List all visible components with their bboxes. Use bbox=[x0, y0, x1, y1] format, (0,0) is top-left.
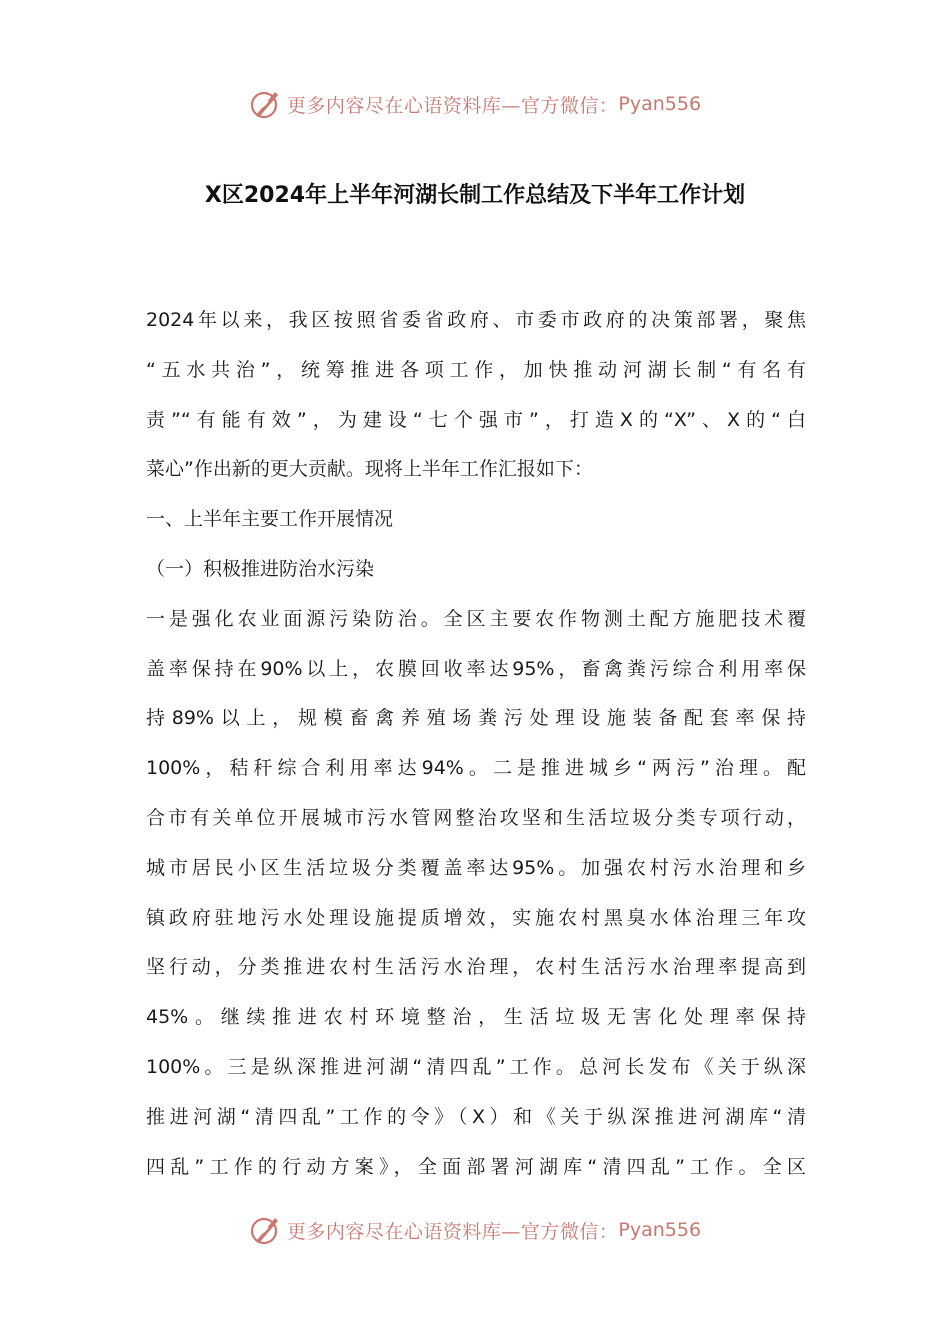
body-line: 坚行动，分类推进农村生活污水治理，农村生活污水治理率提高到 bbox=[146, 956, 806, 979]
subsection-heading: （一）积极推进防治水污染 bbox=[146, 557, 375, 580]
watermark-banner-top bbox=[0, 86, 950, 122]
quill-pen-circle-icon bbox=[249, 1213, 283, 1247]
body-line: “五水共治”，统筹推进各项工作，加快推动河湖长制“有名有 bbox=[146, 358, 806, 381]
watermark-contact: Pyan556 bbox=[618, 1219, 702, 1241]
watermark-contact: Pyan556 bbox=[618, 93, 702, 115]
watermark-text: 更多内容尽在心语资料库—官方微信： bbox=[286, 1220, 619, 1243]
body-line: 推进河湖“清四乱”工作的令》（X）和《关于纵深推进河湖库“清 bbox=[146, 1105, 806, 1128]
section-heading: 一、上半年主要工作开展情况 bbox=[146, 508, 394, 531]
body-line: 盖率保持在90%以上，农膜回收率达95%，畜禽粪污综合利用率保 bbox=[146, 657, 806, 680]
body-line: 责”“有能有效”，为建设“七个强市”，打造X的“X”、X的“白 bbox=[146, 408, 806, 431]
body-line: 2024年以来，我区按照省委省政府、市委市政府的决策部署，聚焦 bbox=[146, 309, 806, 331]
watermark-banner-bottom bbox=[0, 1212, 950, 1248]
document-body bbox=[146, 296, 806, 1192]
body-line: 城市居民小区生活垃圾分类覆盖率达95%。加强农村污水治理和乡 bbox=[146, 856, 806, 879]
body-line: 100%，秸秆综合利用率达94%。二是推进城乡“两污”治理。配 bbox=[146, 757, 806, 780]
body-line: 45%。继续推进农村环境整治，生活垃圾无害化处理率保持 bbox=[146, 1006, 806, 1029]
body-line: 合市有关单位开展城市污水管网整治攻坚和生活垃圾分类专项行动， bbox=[146, 806, 806, 829]
body-line: 镇政府驻地污水处理设施提质增效，实施农村黑臭水体治理三年攻 bbox=[146, 906, 806, 929]
body-line: 100%。三是纵深推进河湖“清四乱”工作。总河长发布《关于纵深 bbox=[146, 1055, 806, 1078]
body-line: 持89%以上，规模畜禽养殖场粪污处理设施装备配套率保持 bbox=[146, 707, 806, 730]
document-title: X区2024年上半年河湖长制工作总结及下半年工作计划 bbox=[204, 183, 746, 208]
body-line: 四乱”工作的行动方案》，全面部署河湖库“清四乱”工作。全区 bbox=[146, 1155, 806, 1178]
body-line: 菜心”作出新的更大贡献。现将上半年工作汇报如下： bbox=[146, 458, 593, 481]
quill-pen-circle-icon bbox=[249, 87, 283, 121]
watermark-text: 更多内容尽在心语资料库—官方微信： bbox=[286, 94, 619, 117]
body-line: 一是强化农业面源污染防治。全区主要农作物测土配方施肥技术覆 bbox=[146, 607, 806, 630]
